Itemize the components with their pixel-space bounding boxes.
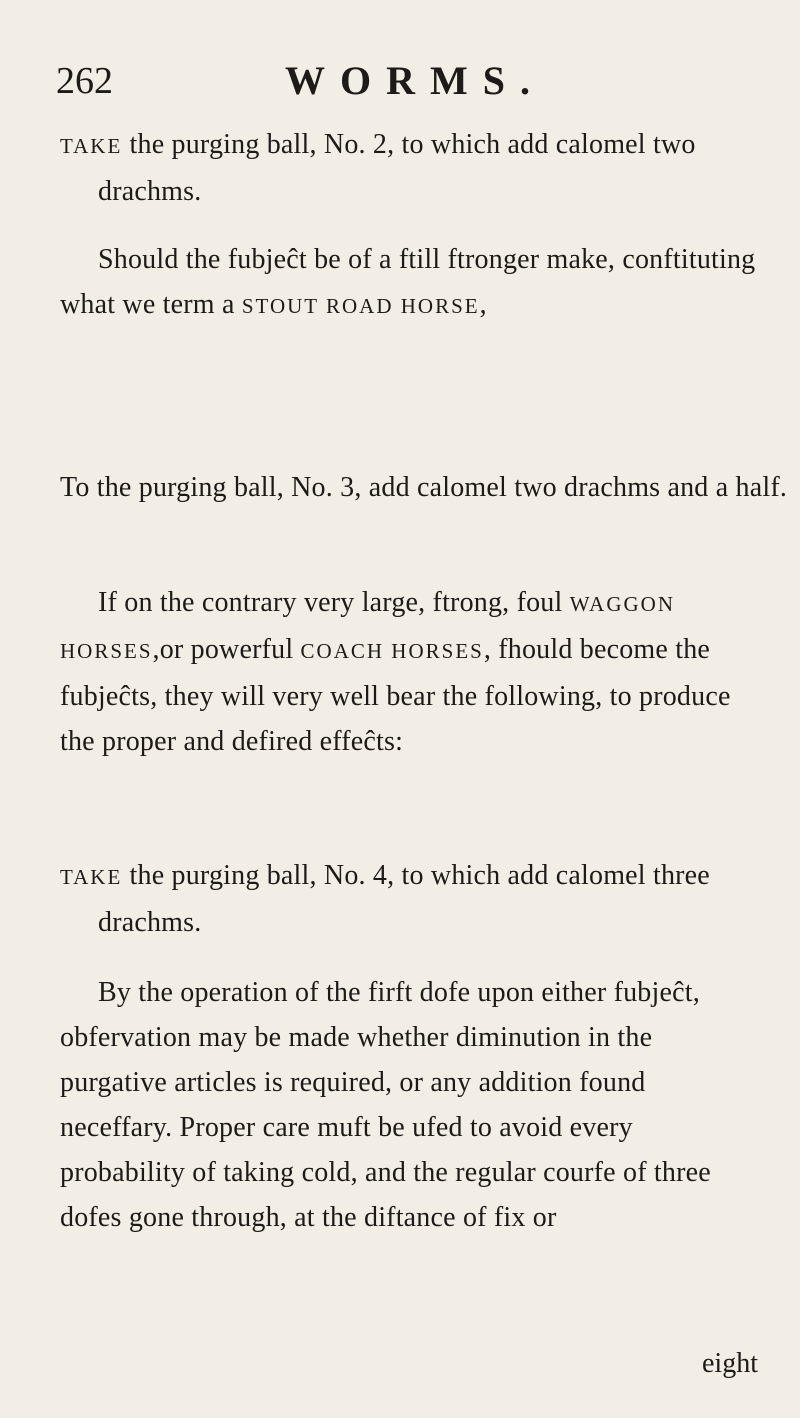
small-caps-term: COACH HORSES — [300, 639, 484, 663]
paragraph-text: the purging ball, No. 4, to which add calomel three drachms. — [98, 860, 710, 938]
lead-word: TAKE — [60, 134, 123, 158]
catchword: eight — [702, 1348, 758, 1379]
paragraph-text: If on the contrary very large, ftrong, foul — [98, 587, 570, 618]
paragraph-text: To the purging ball, No. 3, add calomel two drachms and a half. — [60, 472, 788, 503]
paragraph-take-ball-4 — [60, 853, 798, 945]
paragraph-stout-road-horse — [60, 237, 760, 329]
paragraph-text: the purging ball, No. 2, to which add calomel two drachms. — [98, 129, 696, 207]
paragraph-text: ,or powerful — [152, 634, 301, 665]
paragraph-text: By the operation of the firft dofe upon either fubjeĉt, obfervation may be made whether diminution in the purgative articles is required, or any addition found neceffary. Proper care muft be ufed to avoid every probability of taking cold, and the regular courfe of three dofes gone through, at the diftance of fix or — [60, 977, 711, 1233]
paragraph-waggon-horses — [60, 580, 760, 764]
paragraph-operation — [60, 970, 760, 1240]
paragraph-take-ball-2 — [60, 122, 798, 214]
lead-word: TAKE — [60, 865, 123, 889]
paragraph-ball-3 — [60, 465, 798, 510]
page-header — [0, 56, 800, 106]
small-caps-term: STOUT ROAD HORSE — [241, 294, 480, 318]
paragraph-text: Should the fubjeĉt be of a ftill ftronger make, conftituting what we term a — [60, 244, 756, 320]
small-caps-term: WAGGON HORSES — [60, 592, 676, 663]
page-number: 262 — [56, 60, 113, 102]
running-title: WORMS. — [285, 58, 545, 103]
paragraph-text: , fhould become the fubjeĉts, they will very well bear the following, to produce the proper and defired effeĉts: — [60, 634, 731, 757]
paragraph-text: , — [479, 289, 487, 320]
